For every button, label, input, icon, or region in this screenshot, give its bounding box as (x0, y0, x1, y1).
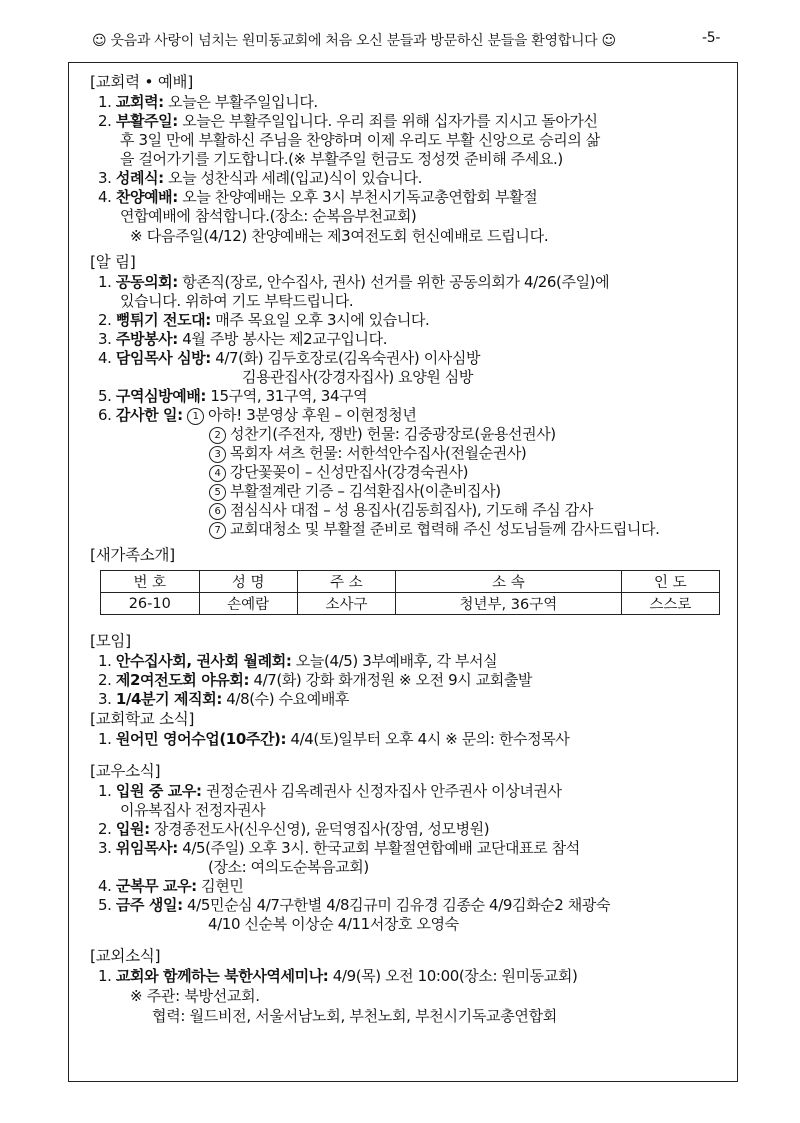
item-label: 제2여전도회 야유회: (115, 671, 250, 689)
item-label: 금주 생일: (115, 896, 183, 914)
table-header: 번 호 (101, 571, 200, 593)
item-label: 담임목사 심방: (115, 349, 211, 367)
section-title: [알 림] (90, 253, 136, 271)
item-label: 주방봉사: (115, 330, 178, 348)
item-continuation: (장소: 여의도순복음교회) (208, 858, 369, 876)
table-cell: 스스로 (621, 593, 719, 615)
thanks-item: 4 강단꽃꽂이 – 신성만집사(강경숙권사) (90, 463, 735, 482)
table-row (101, 593, 720, 615)
item-label: 안수집사회, 권사회 월례회: (115, 652, 292, 670)
item-label: 교회와 함께하는 북한사역세미나: (115, 967, 329, 985)
section-calendar (90, 72, 735, 246)
list-item: 1. 교회력: 오늘은 부활주일입니다. (98, 93, 318, 111)
circled-number: 1 (187, 408, 204, 425)
section-title: [교회력 • 예배] (90, 73, 193, 91)
item-label: 원어민 영어수업(10주간): (115, 730, 287, 748)
section-members (90, 761, 735, 934)
item-label: 교회력: (115, 93, 164, 111)
section-title: [교회학교 소식] (90, 710, 195, 728)
item-label: 군복무 교우: (115, 877, 197, 895)
list-item: 2. 부활주일: 오늘은 부활주일입니다. 우리 죄를 위해 십자가를 지시고 돌아가신 (98, 112, 598, 130)
table-cell: 소사구 (297, 593, 395, 615)
list-item: 3. 주방봉사: 4월 주방 봉사는 제2교구입니다. (98, 330, 388, 348)
header-welcome: ☺ 웃음과 사랑이 넘치는 원미동교회에 처음 오신 분들과 방문하신 분들을 환영합니다 ☺ (92, 33, 616, 49)
table-header-row (101, 571, 720, 593)
list-item: 6. 감사한 일: 1 아하! 3분영상 후원 – 이현정청년 (98, 406, 417, 424)
list-item: 5. 금주 생일: 4/5민순심 4/7구한별 4/8김규미 김유경 김종순 4/9김화순2 채광숙 (98, 896, 611, 914)
item-note: ※ 다음주일(4/12) 찬양예배는 제3여전도회 헌신예배로 드립니다. (130, 227, 549, 245)
page-number: -5- (702, 30, 721, 46)
list-item: 5. 구역심방예배: 15구역, 31구역, 34구역 (98, 387, 368, 405)
section-meeting (90, 631, 735, 709)
item-label: 공동의회: (115, 273, 178, 291)
list-item: 4. 담임목사 심방: 4/7(화) 김두호장로(김옥숙권사) 이사심방 (98, 349, 481, 367)
item-note: 협력: 월드비전, 서울서남노회, 부천노회, 부천시기독교총연합회 (152, 1007, 557, 1025)
section-title: [새가족소개] (90, 546, 175, 564)
circled-number: 2 (209, 427, 226, 444)
list-item: 3. 성례식: 오늘 성찬식과 세례(입교)식이 있습니다. (98, 169, 422, 187)
item-label: 뻥튀기 전도대: (115, 311, 211, 329)
section-outside (90, 946, 735, 1026)
thanks-item: 3 목회자 셔츠 헌물: 서한석안수집사(전월순권사) (90, 444, 735, 463)
table-header: 주 소 (297, 571, 395, 593)
thanks-item: 7 교회대청소 및 부활절 준비로 협력해 주신 성도님들께 감사드립니다. (90, 520, 735, 539)
list-item: 2. 입원: 장경종전도사(신우신영), 윤덕영집사(장염, 성모병원) (98, 820, 490, 838)
item-label: 성례식: (115, 169, 164, 187)
item-continuation: 을 걸어가기를 기도합니다.(※ 부활주일 헌금도 정성껏 준비해 주세요.) (120, 150, 563, 168)
list-item: 1. 안수집사회, 권사회 월례회: 오늘(4/5) 3부예배후, 각 부서실 (98, 652, 498, 670)
list-item: 1. 입원 중 교우: 권정순권사 김옥례권사 신정자집사 안주권사 이상녀권사 (98, 782, 562, 800)
section-school (90, 709, 735, 749)
list-item: 3. 위임목사: 4/5(주일) 오후 3시. 한국교회 부활절연합예배 교단대표로 참석 (98, 839, 580, 857)
thanks-item: 5 부활절계란 기증 – 김석환집사(이춘비집사) (90, 482, 735, 501)
section-notice (90, 252, 735, 539)
item-continuation: 후 3일 만에 부활하신 주님을 찬양하며 이제 우리도 부활 신앙으로 승리의 삶 (120, 131, 600, 149)
item-continuation: 있습니다. 위하여 기도 부탁드립니다. (120, 292, 354, 310)
bulletin-content (90, 72, 735, 1026)
item-label: 입원: (115, 820, 150, 838)
item-continuation: 이유복집사 전정자권사 (120, 801, 266, 819)
table-header: 성 명 (199, 571, 297, 593)
item-label: 감사한 일: (115, 406, 183, 424)
list-item: 3. 1/4분기 제직회: 4/8(수) 수요예배후 (98, 690, 350, 708)
table-cell: 26-10 (101, 593, 200, 615)
item-continuation: 4/10 신순복 이상순 4/11서장호 오영숙 (208, 915, 459, 933)
thanks-item: 2 성찬기(주전자, 쟁반) 헌물: 김중광장로(윤용선권사) (90, 425, 735, 444)
page-header (92, 30, 752, 50)
item-label: 입원 중 교우: (115, 782, 202, 800)
circled-number: 5 (209, 484, 226, 501)
section-title: [모임] (90, 632, 131, 650)
table-cell: 손예람 (199, 593, 297, 615)
list-item: 4. 찬양예배: 오늘 찬양예배는 오후 3시 부천시기독교총연합회 부활절 (98, 188, 538, 206)
table-header: 소 속 (396, 571, 622, 593)
circled-number: 6 (209, 503, 226, 520)
list-item: 2. 뻥튀기 전도대: 매주 목요일 오후 3시에 있습니다. (98, 311, 430, 329)
list-item: 2. 제2여전도회 야유회: 4/7(화) 강화 화개정원 ※ 오전 9시 교회출발 (98, 671, 533, 689)
item-label: 찬양예배: (115, 188, 178, 206)
section-title: [교외소식] (90, 947, 161, 965)
list-item: 4. 군복무 교우: 김현민 (98, 877, 244, 895)
item-label: 부활주일: (115, 112, 178, 130)
new-family-table (100, 570, 720, 615)
section-new-family (90, 545, 735, 615)
table-header: 인 도 (621, 571, 719, 593)
list-item: 1. 교회와 함께하는 북한사역세미나: 4/9(목) 오전 10:00(장소: 원미동교회) (98, 967, 578, 985)
thanks-item: 6 점심식사 대접 – 성 용집사(김동희집사), 기도해 주심 감사 (90, 501, 735, 520)
item-label: 구역심방예배: (115, 387, 207, 405)
circled-number: 7 (209, 522, 226, 539)
item-label: 1/4분기 제직회: (115, 690, 222, 708)
table-cell: 청년부, 36구역 (396, 593, 622, 615)
item-continuation: 김용관집사(강경자집사) 요양원 심방 (242, 368, 473, 386)
circled-number: 4 (209, 465, 226, 482)
circled-number: 3 (209, 446, 226, 463)
list-item: 1. 공동의회: 항존직(장로, 안수집사, 권사) 선거를 위한 공동의회가 4/26(주일)에 (98, 273, 610, 291)
section-title: [교우소식] (90, 762, 161, 780)
item-continuation: 연합예배에 참석합니다.(장소: 순복음부천교회) (120, 207, 417, 225)
item-label: 위임목사: (115, 839, 178, 857)
item-note: ※ 주관: 북방선교회. (130, 987, 260, 1005)
list-item: 1. 원어민 영어수업(10주간): 4/4(토)일부터 오후 4시 ※ 문의: 한수정목사 (98, 730, 570, 748)
